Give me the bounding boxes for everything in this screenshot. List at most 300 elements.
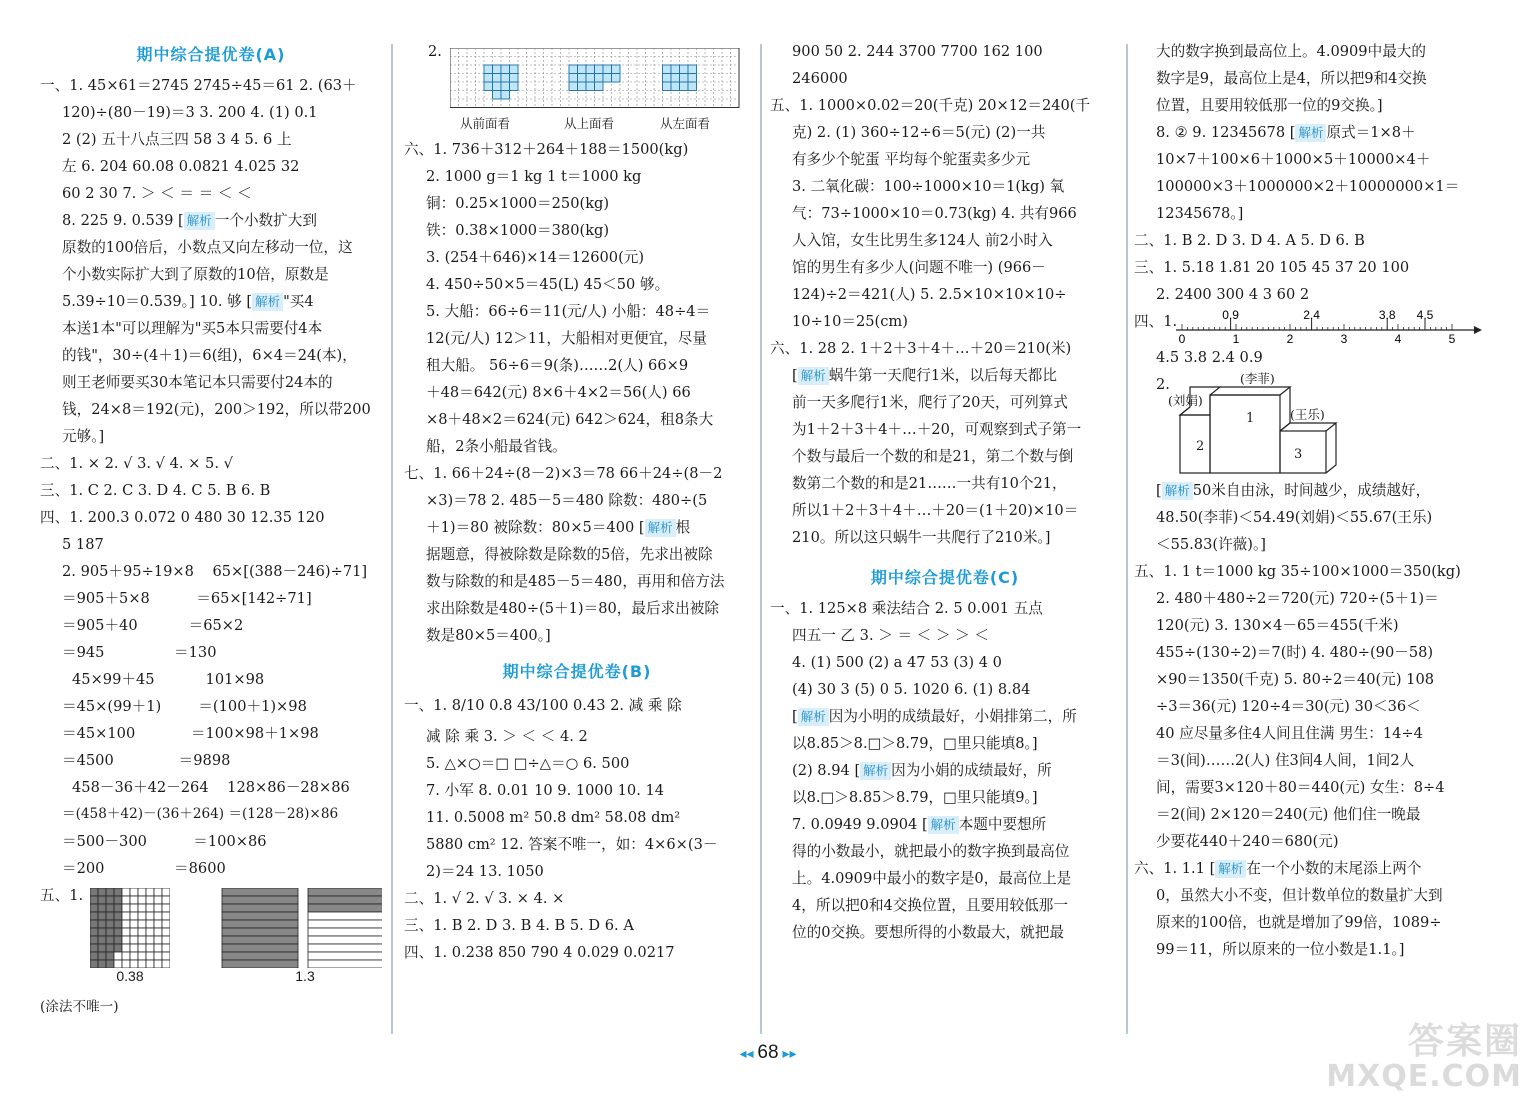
- grid-cell: [90, 952, 98, 960]
- view-label-top: 从上面看: [564, 116, 615, 131]
- number-line-figure: [1134, 308, 1484, 344]
- answer-line: 4. 450÷50×5＝45(L) 45＜50 够。: [426, 276, 670, 293]
- column-1: [40, 38, 382, 1028]
- grid-cell: [90, 936, 98, 944]
- answer-line: 求出除数是480÷(5＋1)＝80，最后求出被除: [426, 600, 719, 617]
- analysis-tag: 解析: [798, 367, 829, 385]
- analysis-tag: 解析: [1162, 482, 1193, 500]
- view-cell: [493, 65, 502, 74]
- three-views-figure: [404, 38, 750, 136]
- answer-line: 60 2 30 7. ＞ ＜ ＝ ＝ ＜ ＜: [62, 185, 252, 202]
- grid-cell: [106, 920, 114, 928]
- calc-line: ＝45×100 ＝100×98＋1×98: [62, 725, 319, 742]
- view-label-front: 从前面看: [460, 116, 511, 131]
- answer-line: 上。4.0909中最小的数字是0，最高位上是: [792, 870, 1072, 887]
- view-cell: [603, 74, 612, 83]
- answer-line: 数是80×5＝400。]: [426, 627, 551, 644]
- answer-line: 三、1. B 2. D 3. B 4. B 5. D 6. A: [404, 917, 634, 934]
- grid-cell: [98, 912, 106, 920]
- answer-line: 一、1. 125×8 乘法结合 2. 5 0.001 五点: [770, 600, 1043, 617]
- strip-cell: [222, 952, 298, 960]
- calc-line: ＝945 ＝130: [62, 644, 217, 661]
- tick-label: 1: [1232, 332, 1240, 344]
- grid-cell: [138, 912, 146, 920]
- grid-cell: [122, 888, 130, 896]
- view-cell: [671, 82, 680, 91]
- view-cell: [501, 74, 510, 83]
- answer-line: 人入馆，女生比男生多124人 前2小时入: [792, 232, 1053, 249]
- grid-cell: [106, 944, 114, 952]
- grid-cell: [162, 912, 170, 920]
- answer-line: 二、1. B 2. D 3. D 4. A 5. D 6. B: [1134, 232, 1365, 249]
- grid-cell: [138, 944, 146, 952]
- view-cell: [510, 82, 519, 91]
- answer-line: 7. 小军 8. 0.01 10 9. 1000 10. 14: [426, 782, 665, 799]
- strip-cell: [308, 920, 382, 928]
- grid-cell: [122, 936, 130, 944]
- grid-cell: [114, 888, 122, 896]
- view-cell: [680, 82, 689, 91]
- grid-cell: [98, 960, 106, 968]
- grid-cell: [162, 936, 170, 944]
- answer-line: 5. △×○＝□ □÷△＝○ 6. 500: [426, 755, 630, 772]
- analysis-tag: 解析: [645, 519, 676, 537]
- answer-line: (4) 30 3 (5) 0 5. 1020 6. (1) 8.84: [792, 681, 1031, 698]
- answer-line: 11. 0.5008 m² 50.8 dm² 58.08 dm²: [426, 809, 681, 826]
- answer-line: 40 应尽量多住4人间且住满 男生：14÷4: [1156, 725, 1423, 742]
- grid-cell: [114, 920, 122, 928]
- answer-line: 48.50(李菲)＜54.49(刘娟)＜55.67(王乐): [1156, 509, 1433, 526]
- grid-cell: [130, 912, 138, 920]
- answer-line: 10×7＋100×6＋1000×5＋10000×4＋: [1156, 151, 1431, 168]
- tick-label: 2: [1286, 332, 1294, 344]
- grid-cell: [106, 896, 114, 904]
- view-cell: [671, 65, 680, 74]
- tick-label: 0: [1178, 332, 1186, 344]
- answer-line: 100000×3＋1000000×2＋10000000×1＝: [1156, 178, 1460, 195]
- answer-line: 据题意，得被除数是除数的5倍，先求出被除: [426, 546, 713, 563]
- strip-cell: [222, 888, 298, 896]
- strip-cell: [308, 912, 382, 920]
- grid-cell: [154, 928, 162, 936]
- view-cell: [688, 82, 697, 91]
- answer-line: 四、1. 0.238 850 790 4 0.029 0.0217: [404, 944, 675, 961]
- answer-line: 四五一 乙 3. ＞ ＝ ＜ ＞ ＞ ＜: [792, 627, 989, 644]
- answer-line: [ 解析 因为小明的成绩最好，小娟排第二，所: [792, 708, 1077, 725]
- grid-cell: [162, 944, 170, 952]
- answer-line: 99＝11，所以原来的一位小数是1.1。]: [1156, 941, 1405, 958]
- answer-line: 8. 225 9. 0.539 [ 解析 一个小数扩大到: [62, 212, 317, 229]
- calc-line: ＝(458＋42)－(36＋264) ＝(128－28)×86: [62, 806, 339, 822]
- podium-label-2: (刘娟): [1168, 393, 1203, 408]
- answer-line: 六、1. 28 2. 1＋2＋3＋4＋…＋20＝210(米): [770, 340, 1072, 357]
- answer-line: 数字是9，最高位上是4，所以把9和4交换: [1156, 70, 1427, 87]
- grid-cell: [90, 928, 98, 936]
- grid-cell: [106, 888, 114, 896]
- strip-cell: [308, 936, 382, 944]
- answer-line: ＝2(间) 2×120＝240(元) 他们住一晚最: [1156, 806, 1421, 823]
- analysis-tag: 解析: [928, 816, 959, 834]
- strip-cell: [222, 944, 298, 952]
- answer-line: 铁：0.38×1000＝380(kg): [426, 222, 610, 239]
- hundred-grid-figure: [90, 888, 170, 968]
- answer-line: ÷3＝36(元) 120÷4＝30(元) 30＜36＜: [1156, 698, 1421, 715]
- column-3: [770, 38, 1120, 1028]
- view-cell: [671, 74, 680, 83]
- grid-cell: [122, 928, 130, 936]
- section-title-c: 期中综合提优卷(C): [870, 568, 1020, 587]
- strip-cell: [308, 952, 382, 960]
- answer-line: 三、1. 5.18 1.81 20 105 45 37 20 100: [1134, 259, 1410, 276]
- answer-line: 以8.85＞8.□＞8.79，□里只能填8。]: [792, 735, 1038, 752]
- grid-cell: [162, 928, 170, 936]
- grid-cell: [114, 904, 122, 912]
- answer-line: [ 解析 蜗牛第一天爬行1米，以后每天都比: [792, 367, 1057, 384]
- answer-line: 三、1. C 2. C 3. D 4. C 5. B 6. B: [40, 482, 271, 499]
- answer-line: 4，所以把0和4交换位置，且要用较低那一: [792, 897, 1068, 914]
- view-cell: [663, 65, 672, 74]
- strip-cell: [308, 944, 382, 952]
- answer-line: 2. 2400 300 4 3 60 2: [1156, 286, 1310, 303]
- view-cell: [569, 74, 578, 83]
- answer-line: 七、1. 66＋24÷(8－2)×3＝78 66＋24÷(8－2: [404, 465, 723, 482]
- grid-cell: [138, 960, 146, 968]
- page-number: 68: [757, 1042, 779, 1063]
- grid-cell: [146, 944, 154, 952]
- podium-block-1-front: [1210, 395, 1280, 473]
- view-cell: [493, 82, 502, 91]
- view-cell: [501, 82, 510, 91]
- grid-cell: [162, 920, 170, 928]
- grid-cell: [90, 904, 98, 912]
- answer-line: 4. (1) 500 (2) a 47 53 (3) 4 0: [792, 654, 1002, 671]
- grid-cell: [138, 888, 146, 896]
- grid-cell: [90, 888, 98, 896]
- grid-cell: [130, 896, 138, 904]
- answer-line: 个小数实际扩大到了原数的10倍，原数是: [62, 266, 329, 283]
- answer-line: 为1＋2＋3＋4＋…＋20，可观察到式子第一: [792, 421, 1082, 438]
- view-cell: [569, 82, 578, 91]
- calc-line: 2. 905＋95÷19×8 65×[(388－246)÷71]: [62, 563, 368, 580]
- grid-cell: [98, 920, 106, 928]
- answer-line: 455÷(130÷2)＝7(时) 4. 480÷(90－58): [1156, 644, 1434, 661]
- view-cell: [501, 65, 510, 74]
- view-cell: [595, 74, 604, 83]
- grid-cell: [98, 936, 106, 944]
- answer-line: 246000: [792, 70, 848, 87]
- answer-line: 二、1. × 2. √ 3. √ 4. × 5. √: [40, 455, 233, 472]
- grid-cell: [130, 920, 138, 928]
- view-cell: [484, 82, 493, 91]
- answer-line: ＝3(间)……2(人) 住3间4人间，1间2人: [1156, 752, 1415, 769]
- grid-cell: [122, 912, 130, 920]
- grid-cell: [146, 952, 154, 960]
- answer-line: 210。所以这只蜗牛一共爬行了210米。]: [792, 529, 1051, 546]
- view-cell: [493, 74, 502, 83]
- arrow-right-icon: [1474, 326, 1482, 334]
- view-cell: [612, 74, 621, 83]
- answer-line: 船，2条小船最省钱。: [426, 438, 567, 455]
- watermark: [1326, 1023, 1522, 1093]
- strip-cell: [222, 936, 298, 944]
- grid-cell: [146, 896, 154, 904]
- grid-cell: [90, 960, 98, 968]
- grid-cell: [122, 952, 130, 960]
- answer-line: 3. (254＋646)×14＝12600(元): [426, 249, 645, 266]
- answer-line: 左 6. 204 60.08 0.0821 4.025 32: [62, 158, 300, 175]
- answer-line: 四、1.: [1134, 313, 1178, 330]
- calc-line: 45×99＋45 101×98: [72, 671, 265, 688]
- answer-line: 六、1. 736＋312＋264＋188＝1500(kg): [404, 141, 689, 158]
- question-number: 2.: [428, 43, 442, 60]
- grid-cell: [106, 960, 114, 968]
- view-cell: [484, 74, 493, 83]
- grid-cell: [154, 912, 162, 920]
- column-2: [404, 38, 750, 1028]
- view-cell: [586, 74, 595, 83]
- grid-cell: [90, 920, 98, 928]
- grid-cell: [106, 912, 114, 920]
- grid-cell: [146, 888, 154, 896]
- point-label: 3.8: [1378, 308, 1396, 322]
- grid-cell: [146, 912, 154, 920]
- podium-drawing: [1170, 373, 1340, 477]
- grid-cell: [114, 912, 122, 920]
- grid-cell: [90, 912, 98, 920]
- answer-line: 数第二个数的和是21……一共有10个21，: [792, 475, 1067, 492]
- grid-cell: [98, 928, 106, 936]
- podium-number-3: 3: [1294, 447, 1303, 462]
- view-cell: [680, 74, 689, 83]
- view-label-left: 从左面看: [660, 116, 711, 131]
- grid-cell: [146, 960, 154, 968]
- grid-cell: [154, 904, 162, 912]
- shading-figures: [40, 882, 382, 994]
- grid-cell: [130, 952, 138, 960]
- podium-number-1: 1: [1246, 411, 1255, 426]
- answer-line: 铜：0.25×1000＝250(kg): [426, 195, 610, 212]
- answer-line: ×8＋48×2＝624(元) 642＞624，租8条大: [426, 411, 714, 428]
- answer-line: 有多少个鸵蛋 平均每个鸵蛋卖多少元: [792, 151, 1031, 168]
- question-number: 2.: [1156, 376, 1170, 393]
- grid-cell: [122, 896, 130, 904]
- view-cell: [484, 65, 493, 74]
- grid-cell: [162, 952, 170, 960]
- answer-line: 数与除数的和是485－5＝480，再用和倍方法: [426, 573, 725, 590]
- podium-label-3: (王乐): [1290, 407, 1325, 422]
- grid-cell: [154, 888, 162, 896]
- view-cell: [663, 74, 672, 83]
- strip-cell: [222, 960, 298, 968]
- grid-cell: [122, 960, 130, 968]
- view-cell: [510, 65, 519, 74]
- calc-line: ＝905＋5×8 ＝65×[142÷71]: [62, 590, 312, 607]
- answer-line: 一、1. 45×61＝2745 2745÷45＝61 2. (63＋: [40, 77, 357, 94]
- column-divider: [760, 44, 762, 1034]
- grid-cell: [146, 920, 154, 928]
- answer-line: 租大船。 56÷6＝9(条)……2(人) 66×9: [426, 357, 689, 374]
- grid-cell: [90, 896, 98, 904]
- answer-line: 元够。]: [62, 428, 105, 445]
- grid-cell: [130, 936, 138, 944]
- podium-block-2: [1180, 415, 1210, 473]
- answer-line: 五、1. 1000×0.02＝20(千克) 20×12＝240(千: [770, 97, 1091, 114]
- grid-cell: [114, 952, 122, 960]
- calc-line: ＝905＋40 ＝65×2: [62, 617, 244, 634]
- answer-line: 3. 二氧化碳：100÷1000×10＝1(kg) 氧: [792, 178, 1065, 195]
- grid-cell: [162, 888, 170, 896]
- answer-line: 2. 1000 g＝1 kg 1 t＝1000 kg: [426, 168, 642, 185]
- grid-cell: [146, 936, 154, 944]
- answer-line: 钱，24×8＝192(元)，200＞192，所以带200: [62, 401, 371, 418]
- grid-cell: [146, 904, 154, 912]
- view-cell: [569, 65, 578, 74]
- figure-caption: 1.3: [295, 968, 315, 984]
- analysis-tag: 解析: [798, 708, 829, 726]
- grid-cell: [154, 936, 162, 944]
- grid-cell: [130, 944, 138, 952]
- analysis-tag: 解析: [184, 212, 215, 230]
- answer-line: 2 (2) 五十八点三四 58 3 4 5. 6 上: [62, 131, 292, 148]
- calc-line: ＝500－300 ＝100×86: [62, 833, 267, 850]
- answer-line: ＜55.83(许薇)。]: [1156, 536, 1266, 553]
- grid-cell: [154, 920, 162, 928]
- views-grid: [450, 48, 740, 112]
- grid-cell: [138, 952, 146, 960]
- podium-label-1: (李菲): [1240, 371, 1275, 386]
- answer-line: 2)＝24 13. 1050: [426, 863, 544, 880]
- answer-line: 四、1. 200.3 0.072 0 480 30 12.35 120: [40, 509, 325, 526]
- calc-line: ＝45×(99＋1) ＝(100＋1)×98: [62, 698, 307, 715]
- grid-cell: [162, 896, 170, 904]
- grid-cell: [114, 936, 122, 944]
- watermark-logo: 答案圈: [1407, 1021, 1522, 1062]
- answer-line: ＋48＝642(元) 8×6＋4×2＝56(人) 66: [426, 384, 691, 401]
- answer-line: 克) 2. (1) 360÷12÷6＝5(元) (2)一共: [792, 124, 1046, 141]
- grid-cell: [90, 944, 98, 952]
- grid-cell: [138, 928, 146, 936]
- answer-line: 所以1＋2＋3＋4＋…＋20＝(1＋20)×10＝: [792, 502, 1079, 519]
- answer-line: 120)÷(80－19)＝3 3. 200 4. (1) 0.1: [62, 104, 318, 121]
- number-line: [1174, 308, 1484, 344]
- grid-cell: [138, 904, 146, 912]
- view-cell: [688, 74, 697, 83]
- grid-cell: [130, 960, 138, 968]
- view-cell: [595, 82, 604, 91]
- tick-label: 3: [1340, 332, 1348, 344]
- strip-cell: [308, 960, 382, 968]
- answer-line: 位的0交换。要想所得的小数最大，就把最: [792, 924, 1064, 941]
- tick-label: 5: [1448, 332, 1456, 344]
- answer-line: (2) 8.94 [ 解析 因为小娟的成绩最好，所: [792, 762, 1052, 779]
- column-divider: [1126, 44, 1128, 1034]
- grid-cell: [106, 952, 114, 960]
- grid-cell: [98, 944, 106, 952]
- grid-cell: [122, 944, 130, 952]
- view-cell: [603, 65, 612, 74]
- strip-cell: [308, 888, 382, 896]
- answer-line: [ 解析 50米自由泳，时间越少，成绩越好，: [1156, 482, 1431, 499]
- note: (涂法不唯一): [40, 999, 119, 1015]
- grid-cell: [130, 928, 138, 936]
- grid-cell: [130, 888, 138, 896]
- answer-line: 个数与最后一个数的和是21，第二个数与倒: [792, 448, 1074, 465]
- strip-cell: [308, 896, 382, 904]
- grid-cell: [130, 904, 138, 912]
- answer-line: 12345678。]: [1156, 205, 1244, 222]
- point-label: 2.4: [1303, 308, 1320, 322]
- calc-line: 458－36＋42－264 128×86－28×86: [72, 779, 350, 796]
- analysis-tag: 解析: [252, 293, 283, 311]
- grid-cell: [154, 944, 162, 952]
- answer-line: 4.5 3.8 2.4 0.9: [1156, 349, 1263, 366]
- view-cell: [586, 82, 595, 91]
- answer-line: 六、1. 1.1 [ 解析 在一个小数的末尾添上两个: [1134, 860, 1422, 877]
- answer-line: 10÷10＝25(cm): [792, 313, 908, 330]
- view-cell: [612, 65, 621, 74]
- answer-line: 气：73÷1000×10＝0.73(kg) 4. 共有966: [792, 205, 1077, 222]
- grid-cell: [98, 952, 106, 960]
- grid-cell: [138, 920, 146, 928]
- grid-cell: [114, 960, 122, 968]
- answer-line: 8. ② 9. 12345678 [ 解析 原式＝1×8＋: [1156, 124, 1416, 141]
- podium-figure: [1134, 371, 1484, 477]
- answer-line: 减 除 乘 3. ＞ ＜ ＜ 4. 2: [426, 728, 588, 745]
- grid-cell: [114, 944, 122, 952]
- answer-line: 原来的100倍，也就是增加了99倍，1089÷: [1156, 914, 1442, 931]
- strip-cell: [222, 904, 298, 912]
- view-cell: [578, 65, 587, 74]
- answer-line: 120(元) 3. 130×4－65＝455(千米): [1156, 617, 1399, 634]
- grid-cell: [122, 904, 130, 912]
- view-cell: [680, 65, 689, 74]
- strip-cell: [222, 920, 298, 928]
- answer-line: ×90＝1350(千克) 5. 80÷2＝40(元) 108: [1156, 671, 1435, 688]
- answer-line: 五、1.: [40, 887, 84, 904]
- view-cell: [578, 82, 587, 91]
- answer-line: 位置，且要用较低那一位的9交换。]: [1156, 97, 1383, 114]
- view-cell: [663, 82, 672, 91]
- answer-line: 一、1. 8/10 0.8 43/100 0.43 2. 减 乘 除: [404, 697, 682, 714]
- view-cell: [578, 74, 587, 83]
- answer-line: 以8.□＞8.85＞8.79，□里只能填9。]: [792, 789, 1038, 806]
- column-divider: [391, 44, 393, 1034]
- answer-line: 馆的男生有多少人(问题不唯一) (966－: [792, 259, 1046, 276]
- strip-cell: [222, 896, 298, 904]
- tenths-strips-figure: [220, 888, 382, 968]
- grid-cell: [146, 928, 154, 936]
- answer-line: ×3)＝78 2. 485－5＝480 除数：480÷(5: [426, 492, 708, 509]
- analysis-tag: 解析: [860, 762, 891, 780]
- grid-cell: [154, 952, 162, 960]
- tick-label: 4: [1394, 332, 1402, 344]
- grid-cell: [106, 936, 114, 944]
- strip-cell: [222, 928, 298, 936]
- point-label: 4.5: [1416, 308, 1434, 322]
- analysis-tag: 解析: [1215, 860, 1246, 878]
- answer-line: 少要花440＋240＝680(元): [1156, 833, 1339, 850]
- answer-line: 前一天多爬行1米，爬行了20天，可列算式: [792, 394, 1068, 411]
- analysis-tag: 解析: [1295, 124, 1326, 142]
- answer-line: 本送1本"可以理解为"买5本只需要付4本: [62, 320, 323, 337]
- answer-line: 则王老师要买30本笔记本只需要付24本的: [62, 374, 333, 391]
- grid-cell: [122, 920, 130, 928]
- view-cell: [510, 74, 519, 83]
- view-cell: [688, 65, 697, 74]
- figure-caption: 0.38: [116, 968, 144, 984]
- section-title-a: 期中综合提优卷(A): [136, 45, 286, 64]
- strip-cell: [222, 912, 298, 920]
